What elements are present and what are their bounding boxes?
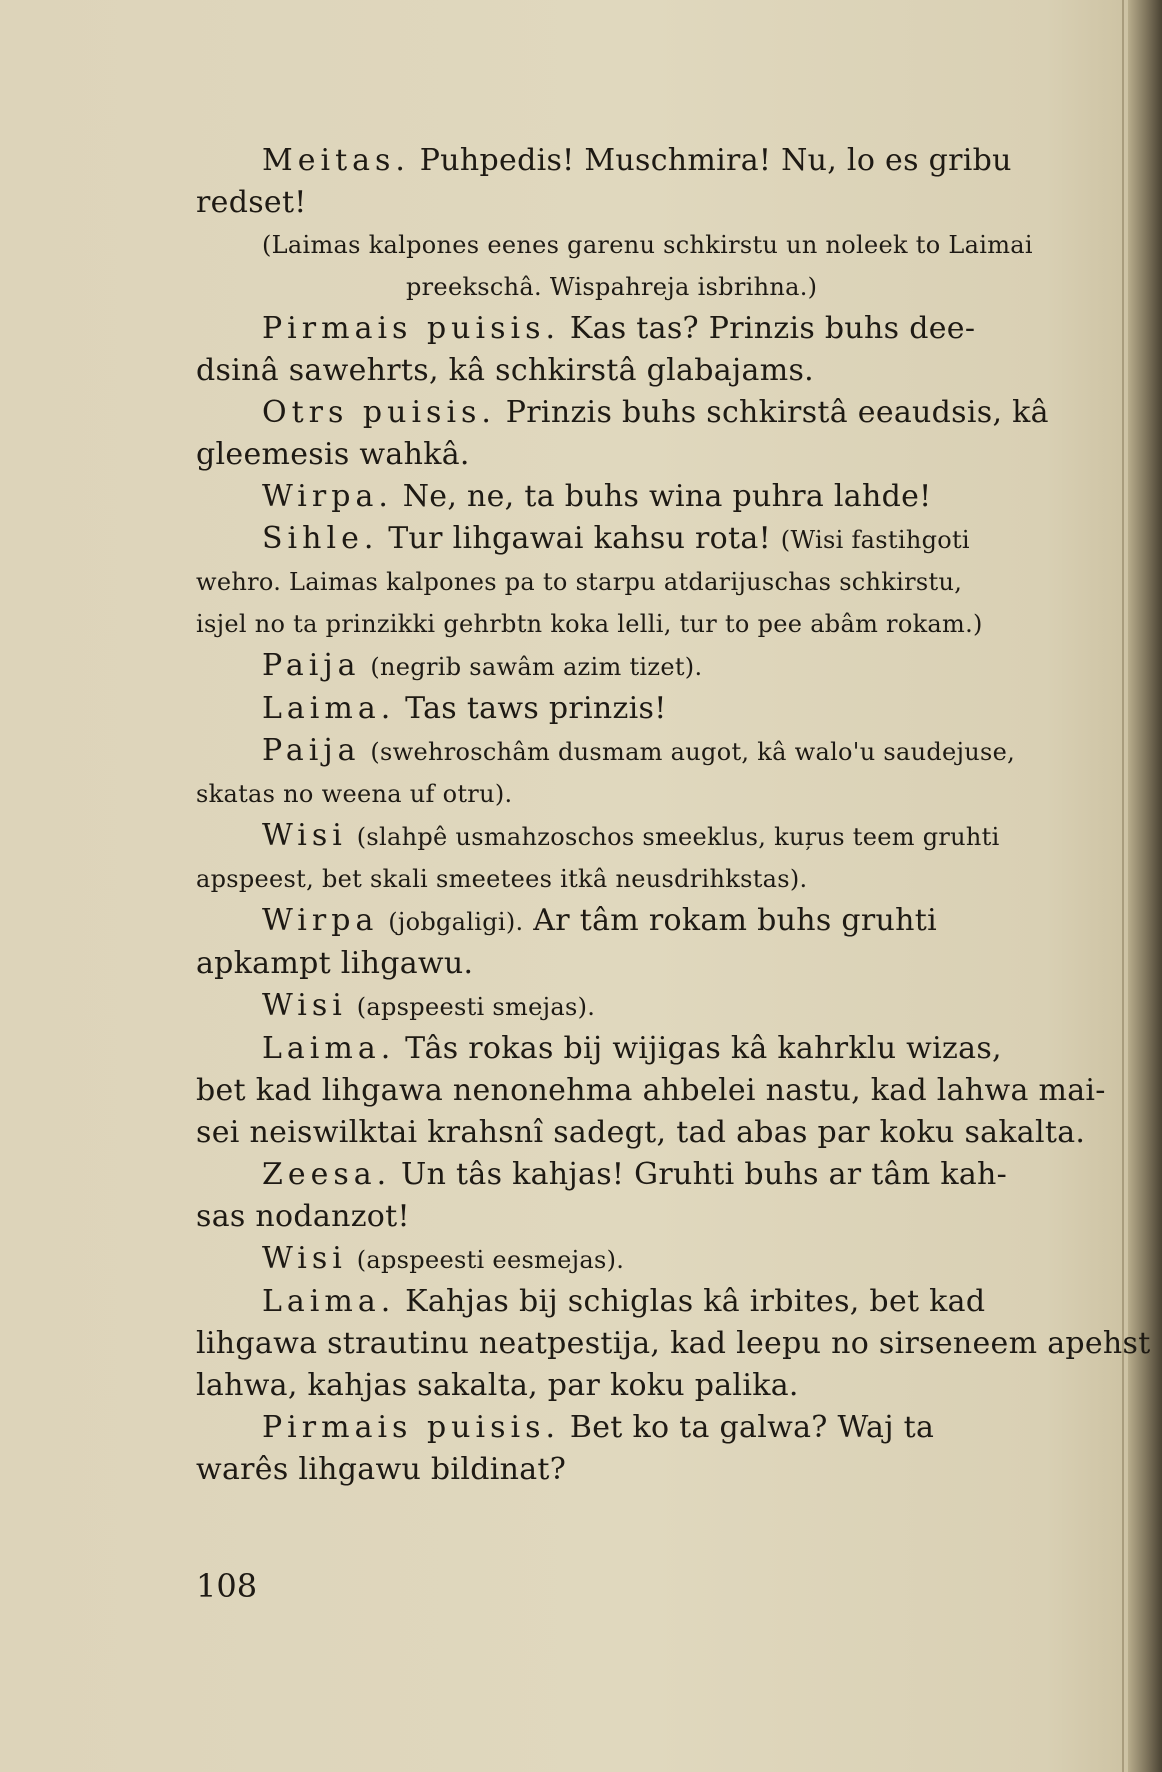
line-text: sei neiswilktai krahsnî sadegt, tad abas par koku sakalta.: [196, 1115, 1086, 1150]
speaker-name: Paija: [262, 733, 361, 768]
text-line: [196, 224, 1036, 266]
speaker-name: Zeesa.: [262, 1157, 392, 1192]
text-line: [196, 1323, 1151, 1365]
text-line: [196, 1281, 1036, 1323]
line-text: Puhpedis! Muschmira! Nu, lo es gribu: [409, 143, 1012, 178]
line-text: Ar tâm rokam buhs gruhti: [523, 903, 938, 938]
line-text: isjel no ta prinzikki gehrbtn koka lelli, tur to pee abâm rokam.): [196, 610, 983, 638]
text-line: [196, 730, 1036, 773]
text-line: [196, 266, 1036, 308]
line-text: [361, 733, 371, 768]
speaker-name: Laima.: [262, 1284, 396, 1319]
line-text: apspeest, bet skali smeetees itkâ neusdrihkstas).: [196, 865, 808, 893]
line-text: Un tâs kahjas! Gruhti buhs ar tâm kah-: [391, 1157, 1008, 1192]
text-line: [196, 943, 1036, 985]
speaker-name: Wisi: [262, 818, 347, 853]
text-line: [196, 1196, 1036, 1238]
text-line: [196, 900, 1036, 943]
line-text: lahwa, kahjas sakalta, par koku palika.: [196, 1368, 799, 1403]
line-text: (Laimas kalpones eenes garenu schkirstu un noleek to Laimai: [262, 231, 1033, 259]
speaker-name: Wirpa.: [262, 479, 393, 514]
speaker-name: Meitas.: [262, 143, 410, 178]
text-line: [196, 1407, 1036, 1449]
text-line: [196, 392, 1049, 434]
line-text: dsinâ sawehrts, kâ schkirstâ glabajams.: [196, 353, 814, 388]
line-text: Kahjas bij schiglas kâ irbites, bet kad: [395, 1284, 986, 1319]
speaker-name: Wisi: [262, 988, 347, 1023]
page-number: 108: [196, 1567, 258, 1605]
text-line: [196, 182, 1036, 224]
book-spine-shadow: [1128, 0, 1162, 1772]
text-line: [196, 518, 1036, 561]
text-line: [196, 985, 1036, 1028]
line-text: [347, 988, 357, 1023]
text-line: [196, 434, 1036, 476]
speaker-name: Laima.: [262, 1031, 396, 1066]
stage-direction: (jobgaligi).: [388, 908, 524, 936]
text-line: [196, 1154, 1036, 1196]
line-text: bet kad lihgawa nenonehma ahbelei nastu, kad lahwa mai-: [196, 1073, 1106, 1108]
line-text: Tâs rokas bij wijigas kâ kahrklu wizas,: [395, 1031, 1002, 1066]
text-line: [196, 308, 1036, 350]
text-line: [196, 476, 1036, 518]
stage-direction: (apspeesti eesmejas).: [356, 1246, 625, 1274]
text-line: [196, 858, 1036, 900]
line-text: preekschâ. Wispahreja isbrihna.): [406, 273, 818, 301]
line-text: Prinzis buhs schkirstâ eeaudsis, kâ: [495, 395, 1049, 430]
line-text: Bet ko ta galwa? Waj ta: [560, 1410, 935, 1445]
line-text: [378, 903, 388, 938]
line-text: skatas no weena uf otru).: [196, 780, 513, 808]
stage-direction: (negrib sawâm azim tizet).: [370, 653, 703, 681]
line-text: Ne, ne, ta buhs wina puhra lahde!: [392, 479, 932, 514]
page-text-block: [196, 140, 1151, 1491]
text-line: [196, 645, 1036, 688]
speaker-name: Pirmais puisis.: [262, 1410, 561, 1445]
text-line: [196, 1112, 1086, 1154]
stage-direction: (slahpê usmahzoschos smeeklus, kuŗus teem gruhti: [356, 823, 1000, 851]
speaker-name: Sihle.: [262, 521, 379, 556]
speaker-name: Laima.: [262, 691, 396, 726]
line-text: wehro. Laimas kalpones pa to starpu atdarijuschas schkirstu,: [196, 568, 963, 596]
text-line: [196, 773, 1036, 815]
binding-edge-line: [1122, 0, 1124, 1772]
line-text: gleemesis wahkâ.: [196, 437, 470, 472]
text-line: [196, 1070, 1106, 1112]
text-line: [196, 603, 1036, 645]
speaker-name: Otrs puisis.: [262, 395, 496, 430]
line-text: apkampt lihgawu.: [196, 946, 474, 981]
line-text: Tas taws prinzis!: [395, 691, 667, 726]
stage-direction: (apspeesti smejas).: [356, 993, 596, 1021]
line-text: [347, 818, 357, 853]
text-line: [196, 350, 1036, 392]
text-line: [196, 1449, 1036, 1491]
stage-direction: (Wisi fastihgoti: [780, 526, 970, 554]
line-text: Tur lihgawai kahsu rota!: [378, 521, 781, 556]
line-text: warês lihgawu bildinat?: [196, 1452, 567, 1487]
speaker-name: Paija: [262, 648, 361, 683]
speaker-name: Pirmais puisis.: [262, 311, 561, 346]
line-text: Kas tas? Prinzis buhs dee-: [560, 311, 976, 346]
line-text: redset!: [196, 185, 307, 220]
speaker-name: Wirpa: [262, 903, 379, 938]
line-text: sas nodanzot!: [196, 1199, 410, 1234]
text-line: [196, 815, 1036, 858]
text-line: [196, 561, 1036, 603]
text-line: [196, 140, 1036, 182]
text-line: [196, 688, 1036, 730]
line-text: [347, 1241, 357, 1276]
speaker-name: Wisi: [262, 1241, 347, 1276]
line-text: lihgawa strautinu neatpestija, kad leepu no sirseneem apehst: [196, 1326, 1151, 1361]
line-text: [361, 648, 371, 683]
stage-direction: (swehroschâm dusmam augot, kâ walo'u saudejuse,: [370, 738, 1016, 766]
text-line: [196, 1028, 1036, 1070]
text-line: [196, 1238, 1036, 1281]
text-line: [196, 1365, 1036, 1407]
